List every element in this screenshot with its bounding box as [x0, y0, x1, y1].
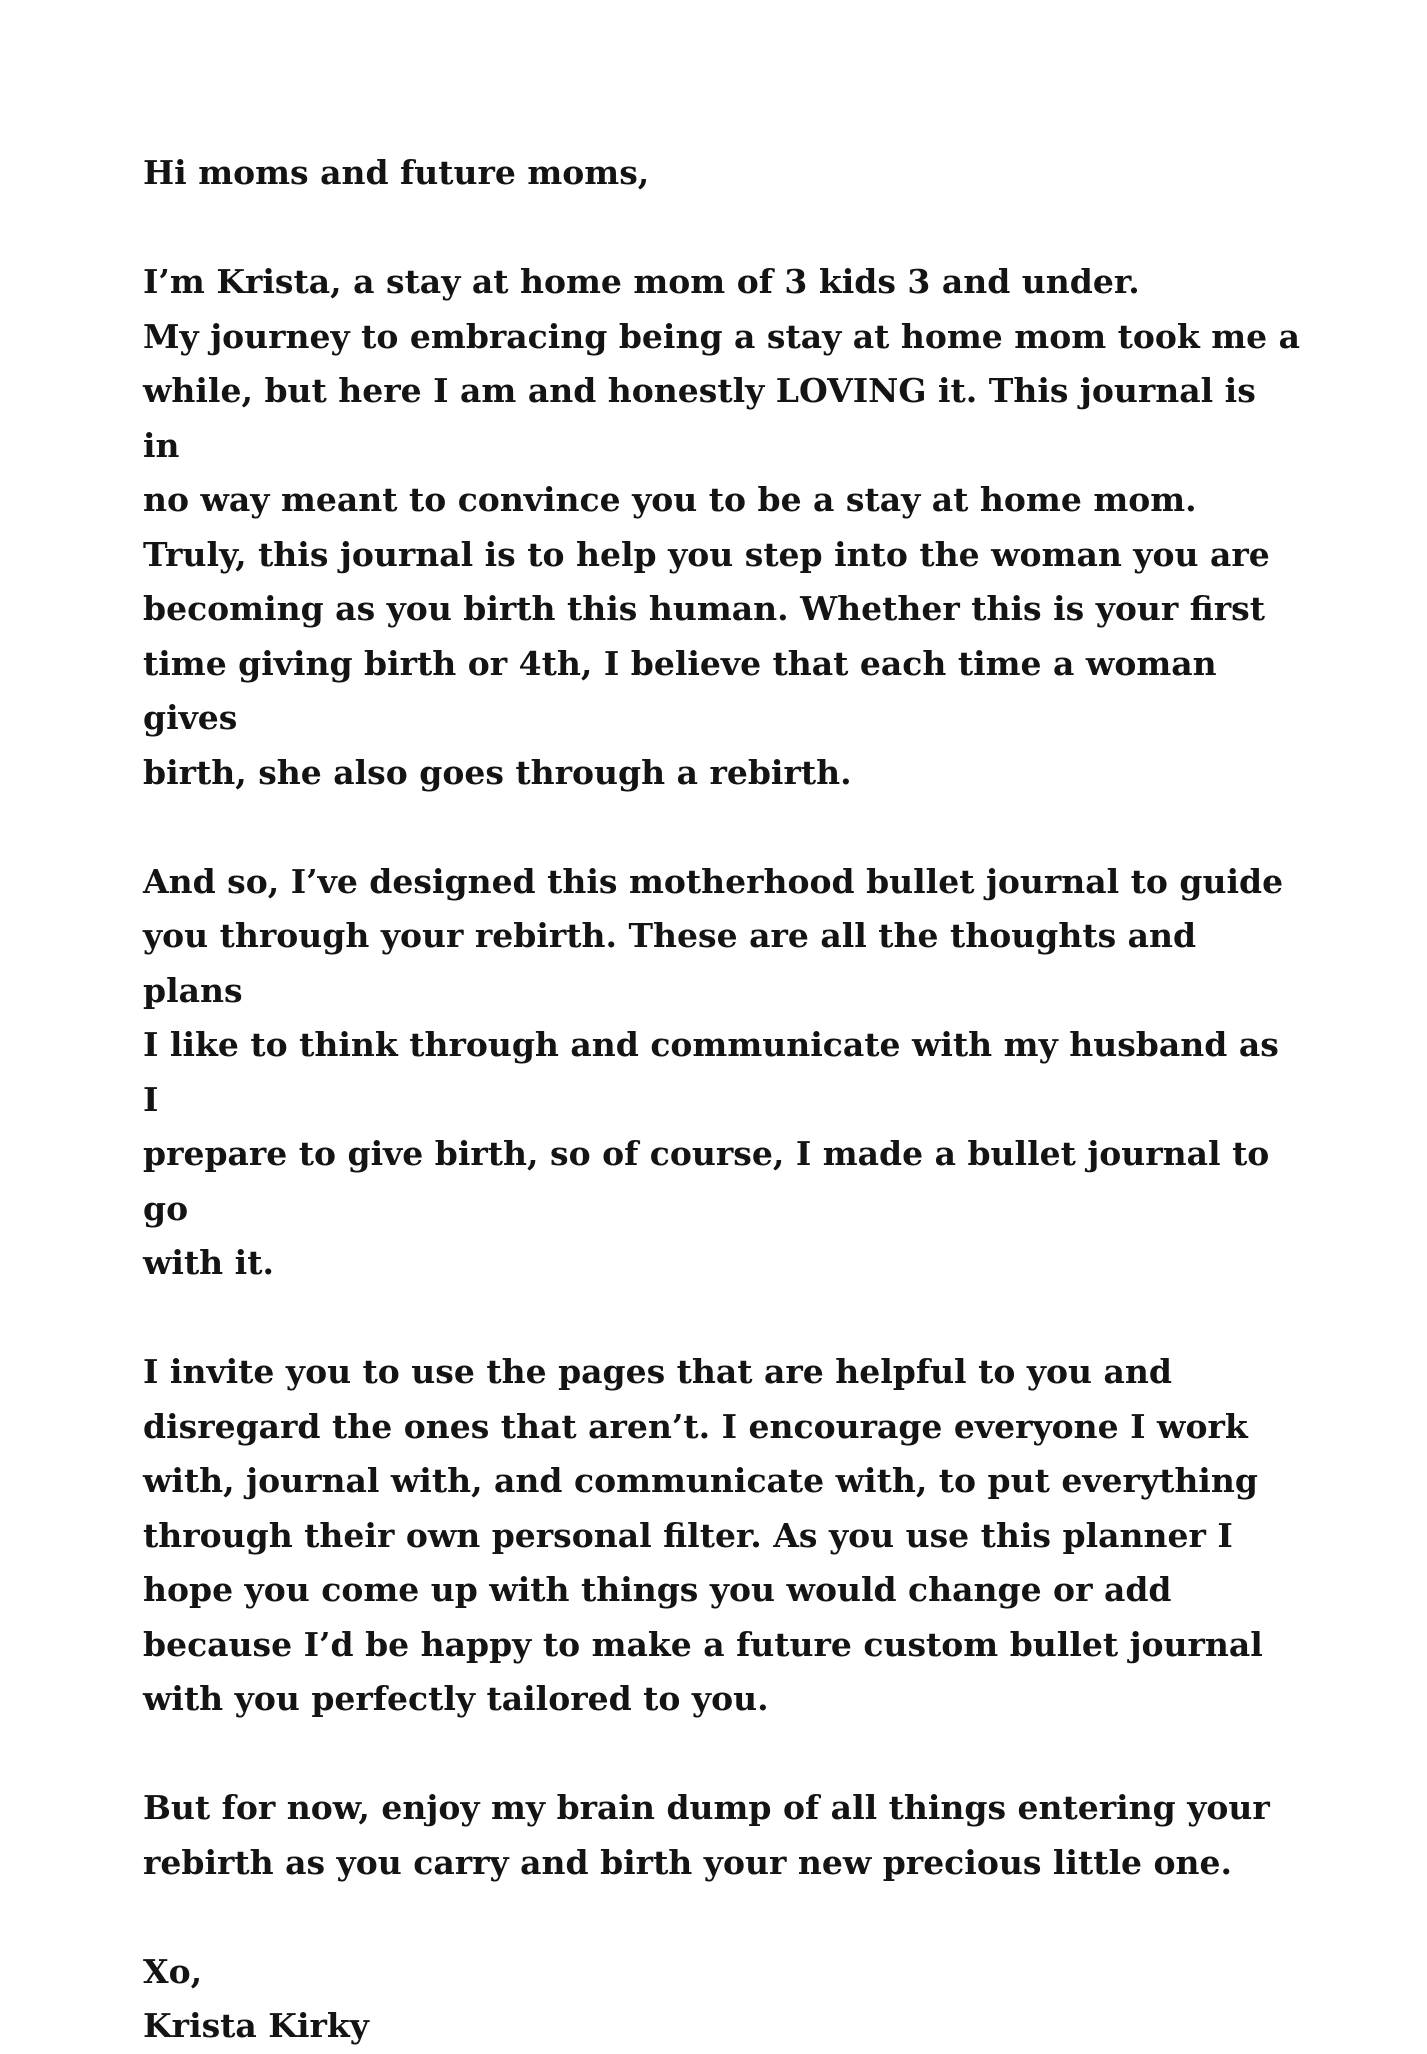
paragraph-2-line-3: I like to think through and communicate with my husband as I — [143, 1025, 1279, 1119]
signature: Krista Kirky — [143, 2006, 369, 2045]
paragraph-2-line-1: And so, I’ve designed this motherhood bullet journal to guide — [143, 861, 1284, 901]
paragraph-4-line-2: rebirth as you carry and birth your new precious little one. — [143, 1842, 1232, 1882]
paragraph-1-line-4: no way meant to convince you to be a stay at home mom. — [143, 480, 1197, 519]
paragraph-gap — [143, 800, 1303, 855]
greeting: Hi moms and future moms, — [143, 153, 650, 192]
paragraph-gap — [143, 201, 1303, 256]
letter-body — [143, 146, 1303, 2054]
paragraph-3-line-5: hope you come up with things you would change or add — [143, 1570, 1172, 1609]
paragraph-3-line-3: with, journal with, and communicate with, to put everything — [143, 1461, 1258, 1500]
paragraph-gap — [143, 1727, 1303, 1782]
paragraph-2-line-5: with it. — [143, 1243, 274, 1282]
paragraph-gap — [143, 1291, 1303, 1346]
paragraph-1-line-1: I’m Krista, a stay at home mom of 3 kids 3 and under. — [143, 262, 1140, 301]
paragraph-3-line-2: disregard the ones that aren’t. I encourage everyone I work — [143, 1406, 1248, 1446]
paragraph-2-line-4: prepare to give birth, so of course, I made a bullet journal to go — [143, 1134, 1270, 1228]
paragraph-3-line-1: I invite you to use the pages that are helpful to you and — [143, 1352, 1172, 1391]
paragraph-3-line-4: through their own personal filter. As you use this planner I — [143, 1515, 1233, 1555]
paragraph-4-line-1: But for now, enjoy my brain dump of all things entering your — [143, 1788, 1270, 1827]
paragraph-1-line-3: while, but here I am and honestly LOVING it. This journal is in — [143, 371, 1256, 465]
paragraph-3-line-7: with you perfectly tailored to you. — [143, 1679, 769, 1718]
paragraph-3-line-6: because I’d be happy to make a future custom bullet journal — [143, 1624, 1263, 1664]
paragraph-2-line-2: you through your rebirth. These are all the thoughts and plans — [143, 916, 1197, 1010]
paragraph-1-line-2: My journey to embracing being a stay at home mom took me a — [143, 316, 1301, 356]
closing: Xo, — [143, 1951, 203, 1991]
paragraph-1-line-8: birth, she also goes through a rebirth. — [143, 752, 852, 792]
paragraph-1-line-7: time giving birth or 4th, I believe that each time a woman gives — [143, 643, 1217, 737]
paragraph-1-line-5: Truly, this journal is to help you step into the woman you are — [143, 534, 1270, 574]
paragraph-gap — [143, 1890, 1303, 1945]
paragraph-1-line-6: becoming as you birth this human. Whether this is your first — [143, 589, 1265, 628]
